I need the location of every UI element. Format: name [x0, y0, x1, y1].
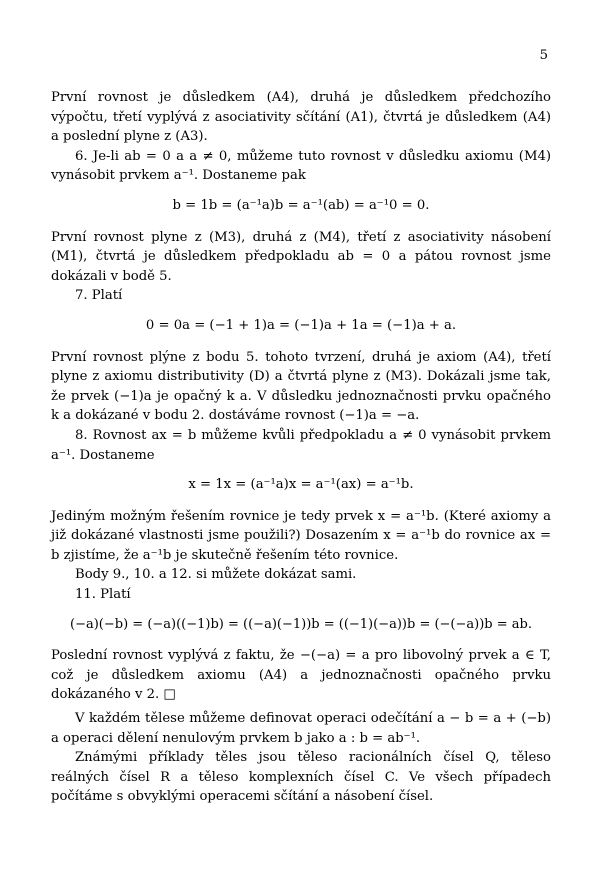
equation-1: b = 1b = (a⁻¹a)b = a⁻¹(ab) = a⁻¹0 = 0. — [172, 197, 430, 213]
paragraph-item-7: 7. Platí — [75, 288, 123, 304]
paragraph-7: Jediným možným řešením rovnice je tedy prvek x = a⁻¹b. (Které axiomy a již dokázané vlastnosti jsme použili?) Dosazením x = a⁻¹b do rovnice ax = b zjistíme, že a⁻¹b je skutečně řešením této rovnice. — [51, 508, 551, 563]
paragraph-1: První rovnost je důsledkem (A4), druhá je důsledkem předchozího výpočtu, třetí vyplývá z asociativity sčítání (A1), čtvrtá je důsledkem (A4) a poslední plyne z (A3). — [51, 90, 551, 145]
paragraph-5: První rovnost plýne z bodu 5. tohoto tvrzení, druhá je axiom (A4), třetí plyne z axiomu distributivity (D) a čtvrtá plyne z (M3). Dokázali jsme tak, že prvek (−1)a je opačný k a. V důsledku jednoznačnosti prvku opačného k a dokázané v bodu 2. dostáváme rovnost (−1)a = −a. — [51, 349, 551, 424]
paragraph-10: Poslední rovnost vyplývá z faktu, že −(−a) = a pro libovolný prvek a ∈ T, což je důsledkem axiomu (A4) a jednoznačnosti opačného prvku dokázaného v 2. □ — [51, 648, 551, 703]
paragraph-item-11: 11. Platí — [75, 587, 131, 603]
paragraph-item-8: 8. Rovnost ax = b můžeme kvůli předpokladu a ≠ 0 vynásobit prvkem a⁻¹. Dostaneme — [51, 427, 551, 463]
page-number: 5 — [539, 48, 548, 63]
page-body — [51, 88, 551, 807]
equation-2: 0 = 0a = (−1 + 1)a = (−1)a + 1a = (−1)a + a. — [145, 317, 457, 333]
paragraph-item-6: 6. Je-li ab = 0 a a ≠ 0, můžeme tuto rovnost v důsledku axiomu (M4) vynásobit prvkem a⁻¹. Dostaneme pak — [51, 148, 551, 184]
equation-4: (−a)(−b) = (−a)((−1)b) = ((−a)(−1))b = ((−1)(−a))b = (−(−a))b = ab. — [70, 616, 532, 632]
paragraph-3: První rovnost plyne z (M3), druhá z (M4), třetí z asociativity násobení (M1), čtvrtá je důsledkem předpokladu ab = 0 a pátou rovnost jsme dokázali v bodě 5. — [51, 229, 551, 284]
paragraph-8: Body 9., 10. a 12. si můžete dokázat sami. — [75, 567, 357, 583]
paragraph-11: V každém tělese můžeme definovat operaci odečítání a − b = a + (−b) a operaci dělení nenulovým prvkem b jako a : b = ab⁻¹. — [51, 711, 551, 746]
equation-3: x = 1x = (a⁻¹a)x = a⁻¹(ax) = a⁻¹b. — [188, 477, 414, 493]
paragraph-12: Známými příklady těles jsou těleso racionálních čísel Q, těleso reálných čísel R a těleso komplexních čísel C. Ve všech případech počítáme s obvyklými operacemi sčítání a násobení čísel. — [51, 750, 551, 805]
